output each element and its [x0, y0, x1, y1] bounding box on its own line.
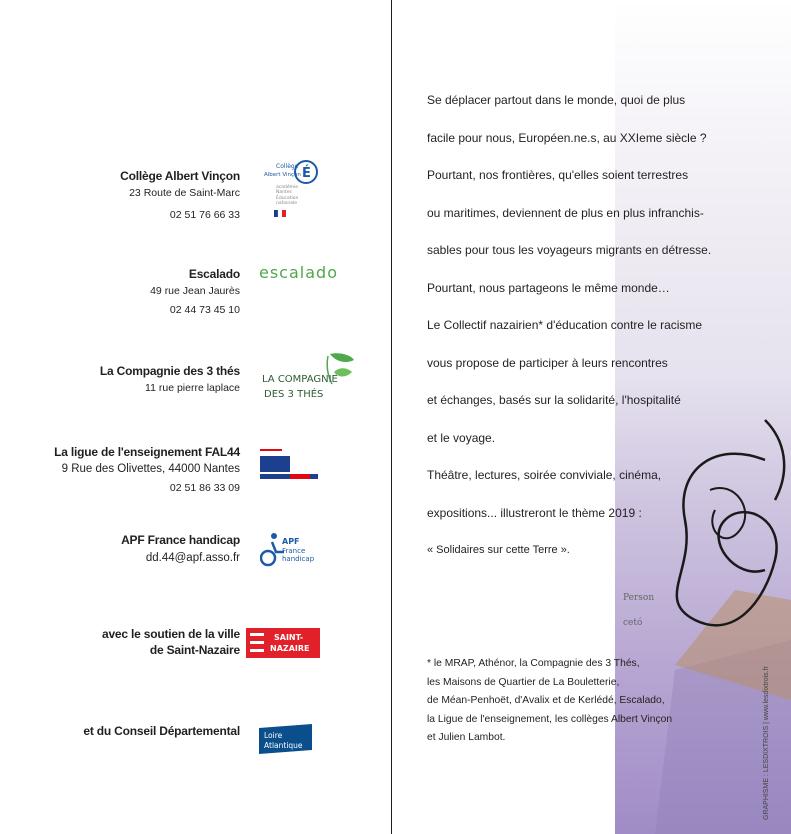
- text-line: expositions... illustreront le thème 2019 :: [427, 505, 642, 520]
- logo-line-1: LA COMPAGNIE: [262, 374, 338, 385]
- logo-text-college: Collège: [276, 163, 299, 170]
- svg-text:nationale: nationale: [276, 201, 298, 206]
- text-line-theme: « Solidaires sur cette Terre ».: [427, 544, 570, 556]
- svg-text:cetó: cetó: [623, 618, 643, 628]
- text-line: Pourtant, nos frontières, qu'elles soient terrestres: [427, 168, 689, 182]
- ligue-enseignement-logo: [260, 447, 318, 483]
- text-line: ou maritimes, deviennent de plus en plus infranchis-: [427, 205, 704, 220]
- partner-name: La ligue de l'enseignement FAL44: [54, 445, 240, 459]
- center-fold-divider: [391, 0, 392, 834]
- partner-college-albert-vincon: [120, 168, 240, 224]
- partner-phone: 02 44 73 45 10: [169, 304, 240, 316]
- text-line: Se déplacer partout dans le monde, quoi de plus: [427, 93, 686, 107]
- logo-text-albert: Albert Vinçon: [264, 172, 301, 178]
- partner-phone: 02 51 86 33 09: [169, 482, 240, 494]
- svg-text:Nantes: Nantes: [276, 190, 292, 195]
- text-line: et le voyage.: [427, 430, 496, 445]
- partner-address: 11 rue pierre laplace: [145, 382, 240, 394]
- escalado-logo-text: escalado: [259, 263, 338, 282]
- svg-text:handicap: handicap: [282, 555, 315, 563]
- text-line: vous propose de participer à leurs rencontres: [427, 355, 668, 370]
- footnote-line: * le MRAP, Athénor, la Compagnie des 3 Thés,: [427, 658, 640, 669]
- text-line: Pourtant, nous partageons le même monde…: [427, 280, 670, 295]
- main-text: [427, 82, 731, 570]
- partner-apf-france-handicap: [121, 532, 240, 567]
- partner-name: et du Conseil Départemental: [83, 724, 240, 738]
- text-line: Le Collectif nazairien* d'éducation contre le racisme: [427, 318, 703, 332]
- partner-phone: 02 51 76 66 33: [169, 209, 240, 221]
- partner-address: 9 Rue des Olivettes, 44000 Nantes: [61, 463, 240, 475]
- partner-name: Collège Albert Vinçon: [120, 169, 240, 183]
- svg-text:É: É: [302, 166, 311, 181]
- partner-name-line-2: de Saint-Nazaire: [149, 643, 240, 657]
- college-albert-vincon-logo: [262, 158, 318, 224]
- footnote-line: de Méan-Penhoët, d'Avalix et de Kerlédé, Escalado,: [427, 695, 665, 706]
- partner-name-line-1: avec le soutien de la ville: [101, 627, 240, 641]
- partner-escalado: [150, 266, 240, 319]
- apf-france-handicap-logo: [260, 530, 320, 570]
- partner-conseil-departemental: [83, 723, 240, 739]
- footnote: [427, 655, 727, 748]
- footnote-line: la Ligue de l'enseignement, les collèges Albert Vinçon: [427, 713, 673, 725]
- svg-text:Person: Person: [623, 593, 655, 603]
- partner-saint-nazaire: [102, 626, 240, 658]
- partner-ligue-enseignement: [54, 444, 240, 497]
- logo-line-2: DES 3 THÉS: [264, 389, 324, 400]
- partner-name: La Compagnie des 3 thés: [99, 364, 240, 378]
- svg-text:SAINT-: SAINT-: [274, 633, 304, 642]
- partner-email: dd.44@apf.asso.fr: [145, 552, 240, 564]
- svg-text:Éducation: Éducation: [276, 196, 299, 201]
- escalado-logo: [259, 262, 354, 284]
- text-line: Théâtre, lectures, soirée conviviale, cinéma,: [427, 468, 662, 482]
- partner-name: Escalado: [188, 267, 240, 281]
- footnote-line: et Julien Lambot.: [427, 732, 506, 743]
- saint-nazaire-logo: [246, 628, 320, 658]
- compagnie-3-thes-logo: [260, 350, 356, 406]
- svg-text:France: France: [282, 547, 306, 555]
- graphic-credit: GRAPHISME : LESDIXTROIS | www.lesdixtrois.fr: [763, 666, 770, 820]
- text-line: facile pour nous, Européen.ne.s, au XXIeme siècle ?: [427, 130, 707, 145]
- partner-compagnie-3-thes: [100, 363, 240, 397]
- footnote-line: les Maisons de Quartier de La Bouletterie,: [427, 676, 620, 688]
- svg-text:Loire: Loire: [264, 731, 283, 740]
- svg-text:Atlantique: Atlantique: [264, 741, 303, 750]
- partner-address: 23 Route de Saint-Marc: [129, 187, 240, 199]
- svg-text:académie: académie: [276, 185, 299, 190]
- loire-atlantique-logo: [257, 724, 314, 754]
- svg-text:NAZAIRE: NAZAIRE: [270, 644, 310, 653]
- text-line: sables pour tous les voyageurs migrants en détresse.: [427, 243, 712, 257]
- partner-name: APF France handicap: [121, 533, 240, 547]
- svg-text:APF: APF: [282, 537, 300, 546]
- text-line: et échanges, basés sur la solidarité, l'hospitalité: [427, 393, 681, 407]
- partner-address: 49 rue Jean Jaurès: [150, 285, 240, 297]
